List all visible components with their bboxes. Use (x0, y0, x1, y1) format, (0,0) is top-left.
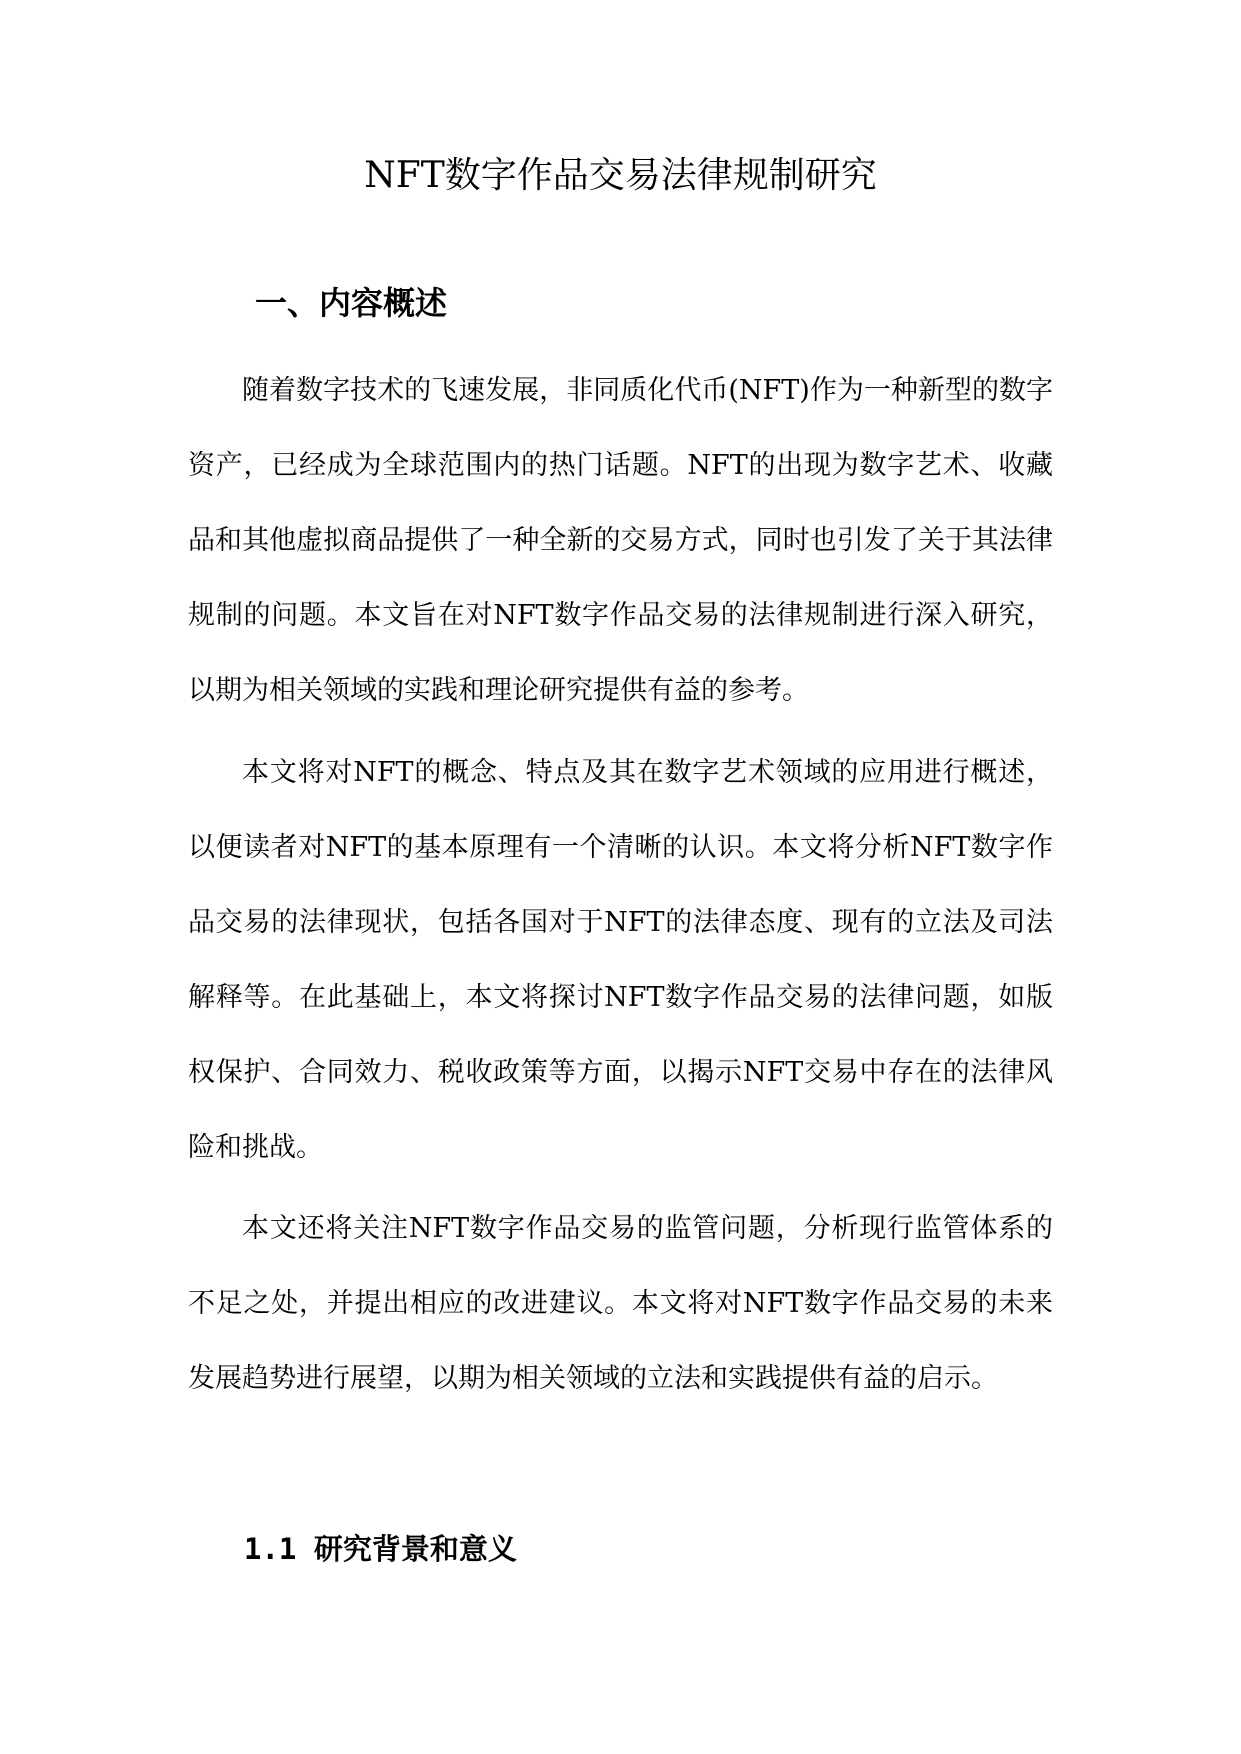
body-paragraph: 随着数字技术的飞速发展，非同质化代币(NFT)作为一种新型的数字资产，已经成为全球范围内的热门话题。NFT的出现为数字艺术、收藏品和其他虚拟商品提供了一种全新的交易方式，同时也引发了关于其法律规制的问题。本文旨在对NFT数字作品交易的法律规制进行深入研究，以期为相关领域的实践和理论研究提供有益的参考。 (188, 375, 1053, 706)
subsection-heading: 1.1 研究背景和意义 (244, 1532, 517, 1566)
section-heading: 一、内容概述 (255, 284, 448, 322)
body-paragraph: 本文将对NFT的概念、特点及其在数字艺术领域的应用进行概述，以便读者对NFT的基本原理有一个清晰的认识。本文将分析NFT数字作品交易的法律现状，包括各国对于NFT的法律态度、现有的立法及司法解释等。在此基础上，本文将探讨NFT数字作品交易的法律问题，如版权保护、合同效力、税收政策等方面，以揭示NFT交易中存在的法律风险和挑战。 (188, 757, 1053, 1163)
body-paragraph: 本文还将关注NFT数字作品交易的监管问题，分析现行监管体系的不足之处，并提出相应的改进建议。本文将对NFT数字作品交易的未来发展趋势进行展望，以期为相关领域的立法和实践提供有益的启示。 (188, 1213, 1053, 1394)
document-title: NFT数字作品交易法律规制研究 (364, 155, 877, 196)
